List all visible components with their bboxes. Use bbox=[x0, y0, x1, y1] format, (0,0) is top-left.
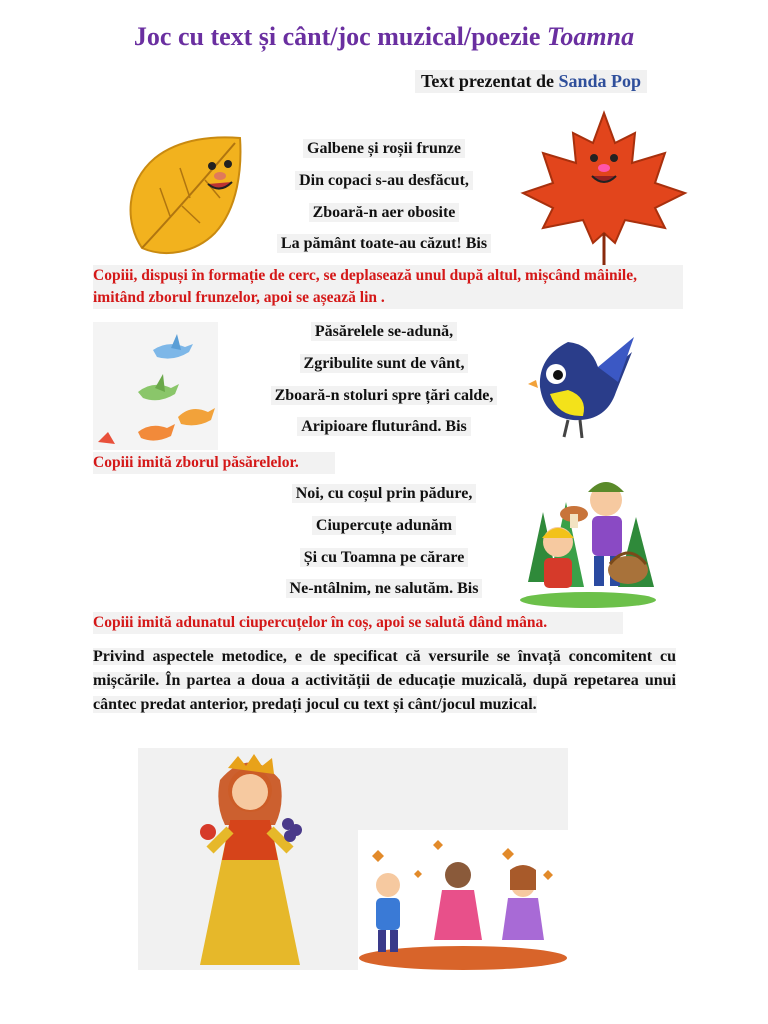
children-playing-leaves-illustration bbox=[358, 830, 568, 970]
verse-line: Și cu Toamna pe cărare bbox=[0, 549, 768, 567]
method-paragraph bbox=[93, 645, 676, 717]
verse-line: Zboară-n aer obosite bbox=[0, 204, 768, 222]
verse-line: Noi, cu coșul prin pădure, bbox=[0, 485, 768, 503]
verse-line: Zgribulite sunt de vânt, bbox=[0, 355, 768, 373]
verse-line: Din copaci s-au desfăcut, bbox=[0, 172, 768, 190]
verse-line: Păsărelele se-adună, bbox=[0, 323, 768, 341]
verse-line: Galbene și roșii frunze bbox=[0, 140, 768, 158]
title-italic: Toamna bbox=[546, 22, 635, 51]
autumn-lady-illustration bbox=[190, 750, 310, 970]
author-name: Sanda Pop bbox=[558, 71, 642, 91]
instruction-3: Copiii imită adunatul ciupercuțelor în coș, apoi se salută dând mâna. bbox=[93, 612, 623, 634]
verse-line: Aripioare fluturând. Bis bbox=[0, 418, 768, 436]
verse-line: Zboară-n stoluri spre țări calde, bbox=[0, 387, 768, 405]
author-line bbox=[415, 70, 647, 93]
verse-line: Ne-ntâlnim, ne salutăm. Bis bbox=[0, 580, 768, 598]
author-prefix: Text prezentat de bbox=[421, 71, 554, 91]
page-title bbox=[0, 22, 768, 52]
instruction-1: Copiii, dispuși în formație de cerc, se deplasează unul după altul, mișcând mâinile, imitând zborul frunzelor, apoi se așează lin . bbox=[93, 265, 683, 309]
verse-line: Ciupercuțe adunăm bbox=[0, 517, 768, 535]
title-main: Joc cu text și cânt/joc muzical/poezie bbox=[133, 22, 541, 51]
instruction-2: Copiii imită zborul păsărelelor. bbox=[93, 452, 335, 474]
method-paragraph-text: Privind aspectele metodice, e de specificat că versurile se învață concomitent cu mișcările. În partea a doua a activității de educație muzicală, după repetarea unui cântec predat anterior, predați jocul cu text și cânt/jocul muzical. bbox=[93, 648, 676, 713]
verse-line: La pământ toate-au căzut! Bis bbox=[0, 235, 768, 253]
